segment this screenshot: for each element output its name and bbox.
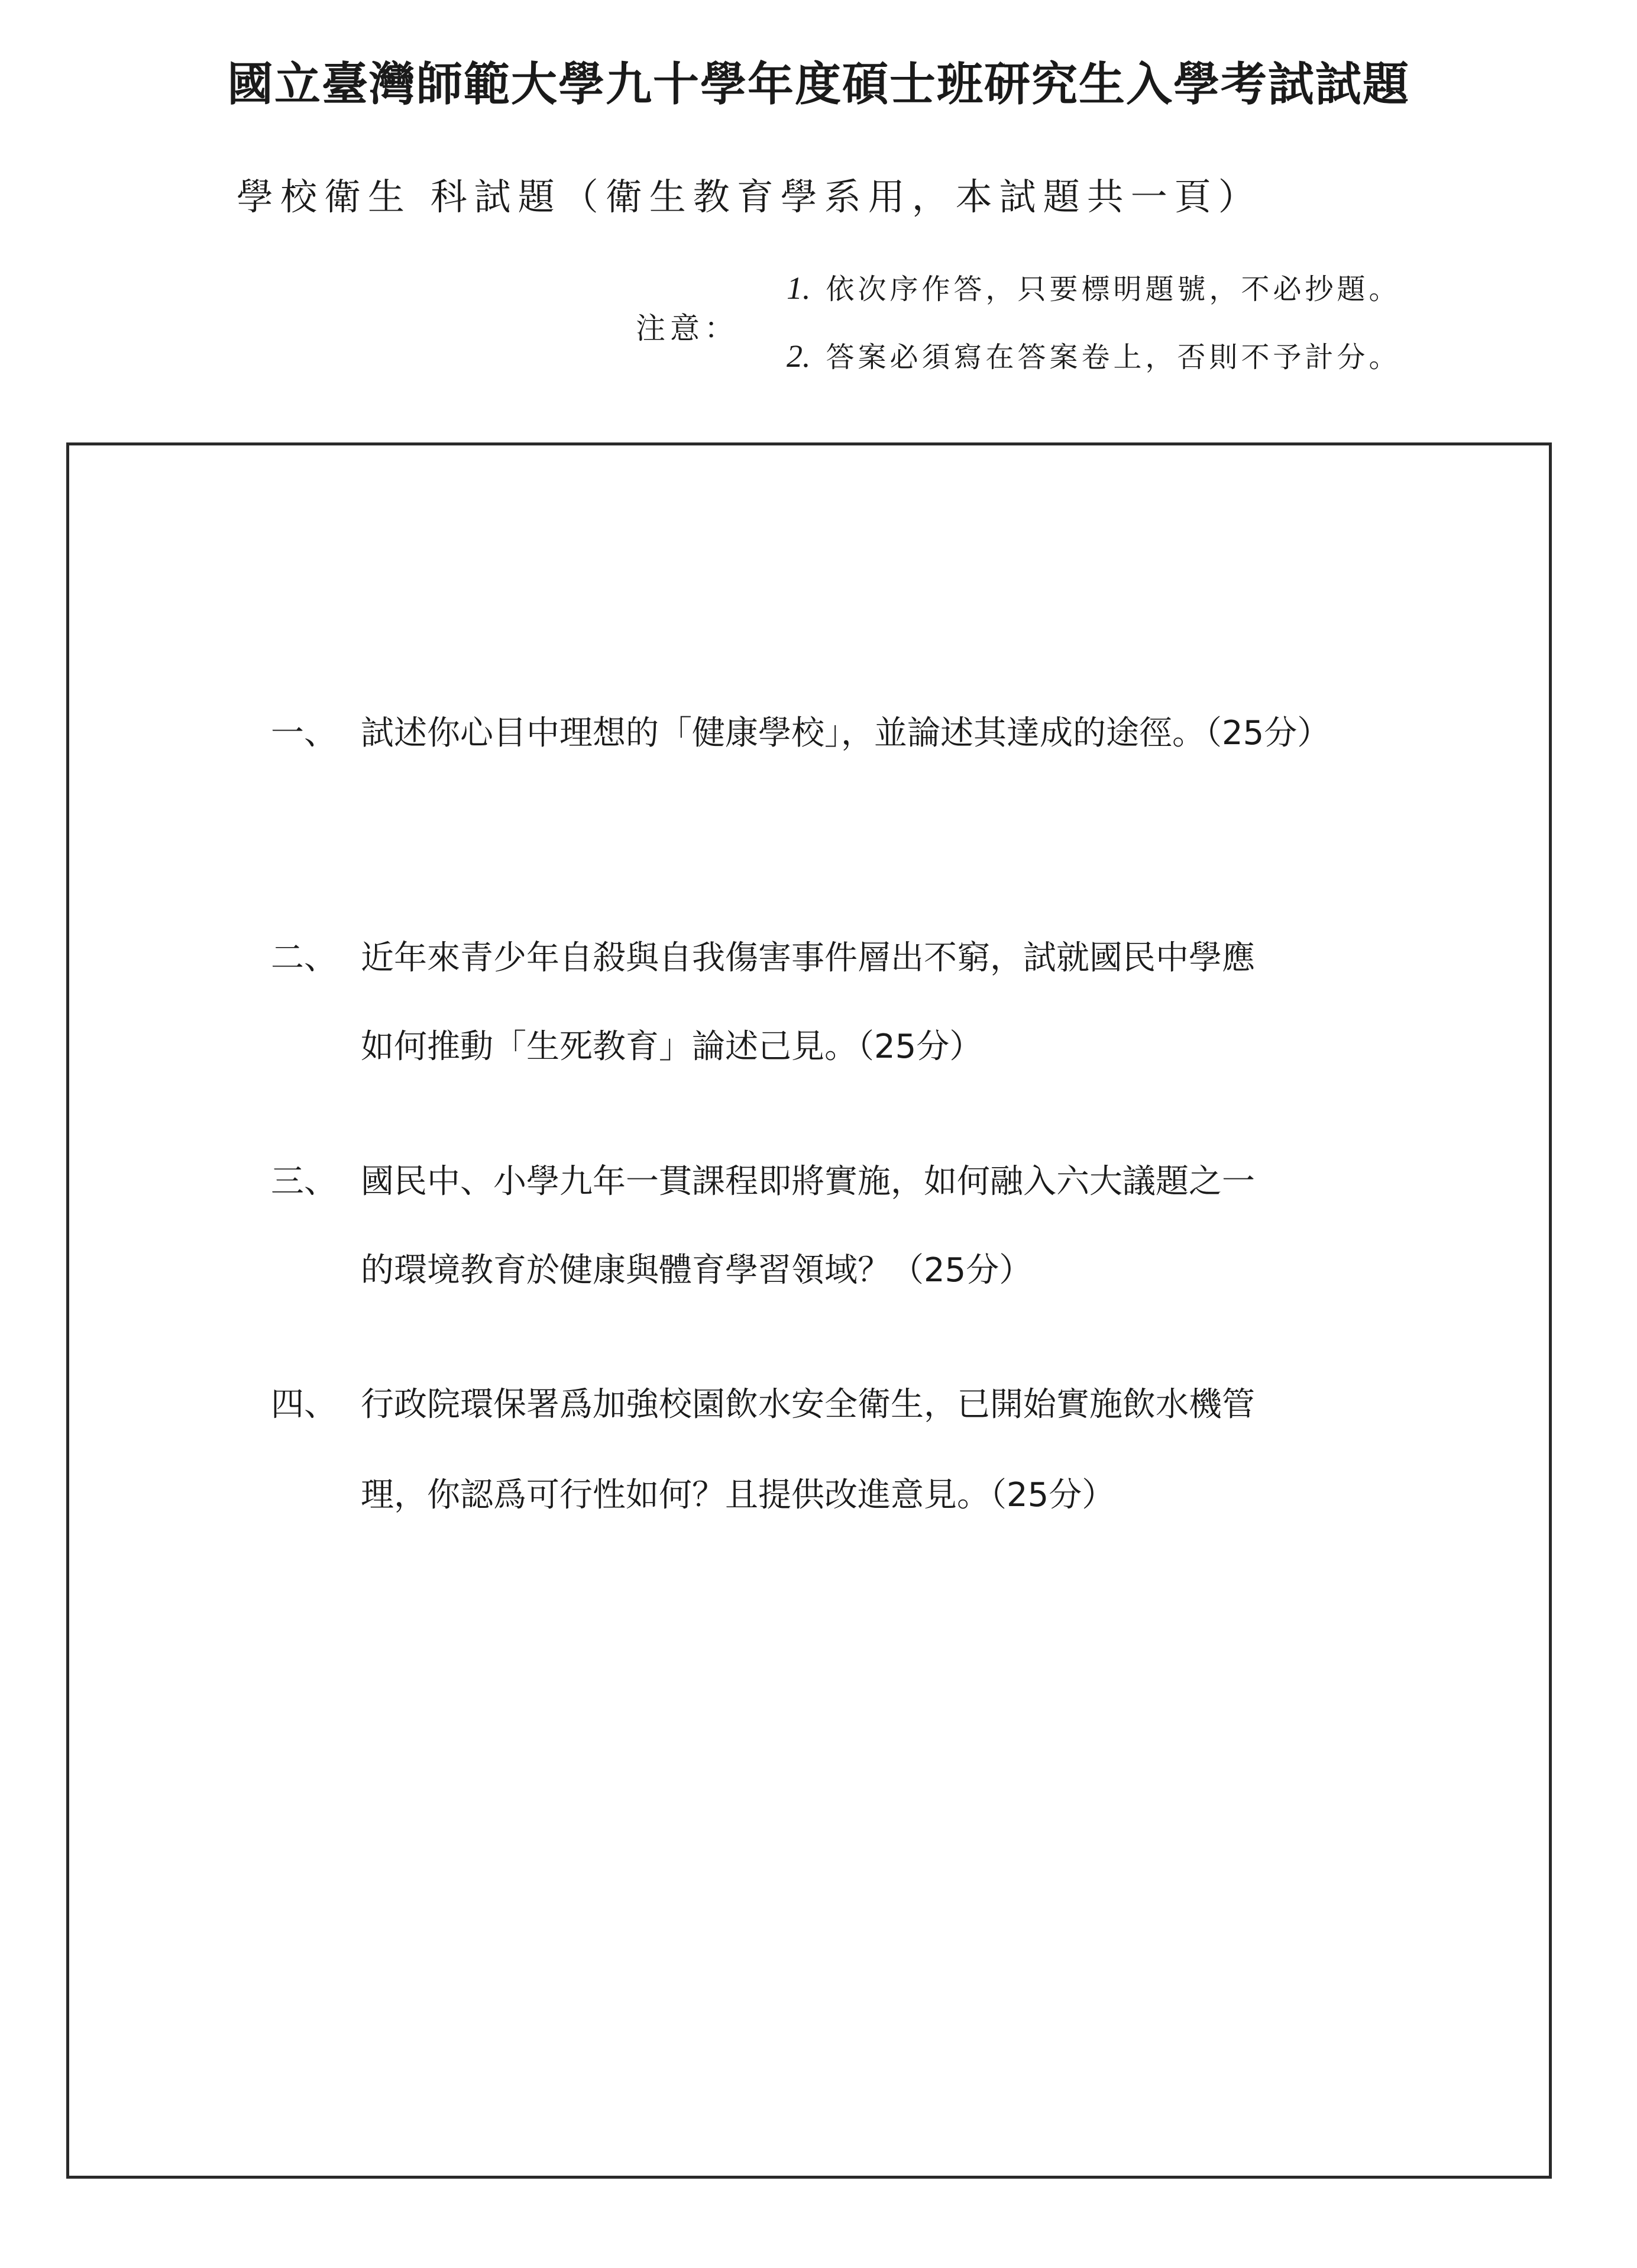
notice-item-number: 2. bbox=[787, 338, 811, 374]
question-text: 國民中、小學九年一貫課程即將實施，如何融入六大議題之一 bbox=[361, 1162, 1255, 1201]
question-text: 的環境教育於健康與體育學習領域？（25分） bbox=[361, 1251, 1033, 1290]
notice-item-text: 依次序作答，只要標明題號，不必抄題。 bbox=[826, 273, 1401, 306]
notice-item-number: 1. bbox=[787, 270, 811, 306]
question-number: 二、 bbox=[271, 939, 337, 977]
notice-item bbox=[787, 334, 1401, 375]
question-number: 四、 bbox=[271, 1385, 337, 1424]
exam-title: 國立臺灣師範大學九十學年度碩士班研究生入學考試試題 bbox=[227, 57, 1410, 111]
question-text: 近年來青少年自殺與自我傷害事件層出不窮，試就國民中學應 bbox=[361, 939, 1255, 977]
notice-label: 注意： bbox=[636, 311, 739, 345]
exam-subtitle: 學校衛生 科試題（衛生教育學系用，本試題共一頁） bbox=[237, 175, 1262, 218]
question-text: 如何推動「生死教育」論述己見。（25分） bbox=[361, 1028, 983, 1066]
question-number: 三、 bbox=[271, 1162, 337, 1201]
question-text: 理，你認爲可行性如何？且提供改進意見。（25分） bbox=[361, 1476, 1115, 1514]
question-number: 一、 bbox=[271, 714, 337, 752]
question-text: 行政院環保署爲加強校園飲水安全衛生，已開始實施飲水機管 bbox=[361, 1385, 1255, 1424]
notice-item bbox=[787, 266, 1401, 307]
question-text: 試述你心目中理想的「健康學校」，並論述其達成的途徑。（25分） bbox=[361, 714, 1331, 752]
question-box bbox=[66, 442, 1552, 2179]
notice-item-text: 答案必須寫在答案卷上，否則不予計分。 bbox=[826, 341, 1401, 374]
